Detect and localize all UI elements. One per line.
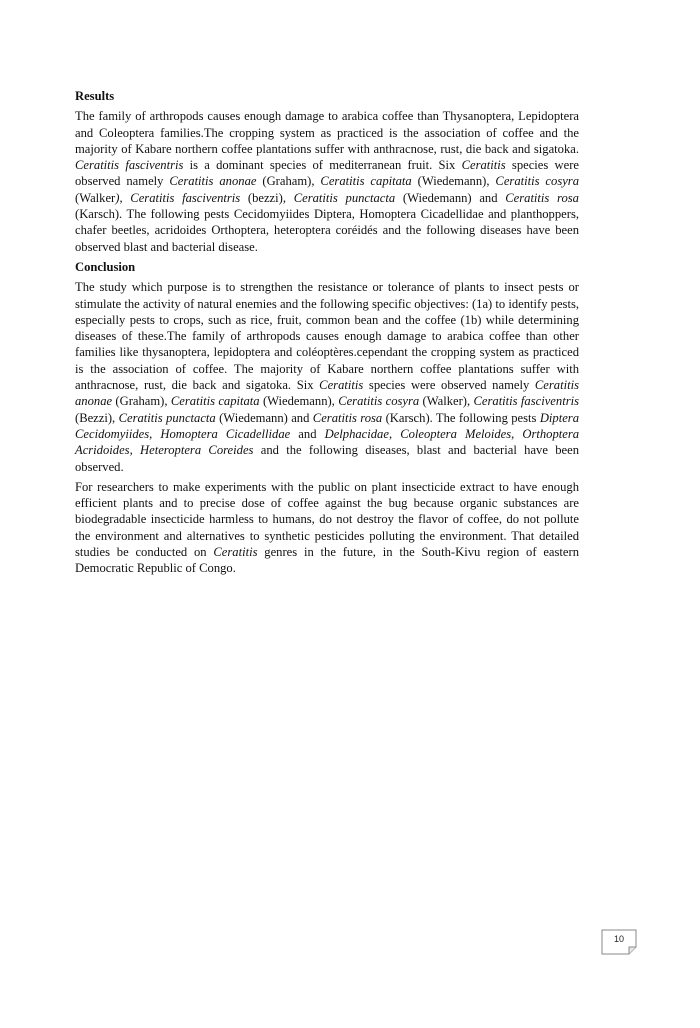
italic-text-run: Ceratitis punctacta: [118, 410, 216, 425]
text-run: For researchers to make experiments with the public on plant insecticide extract to have enough efficient plants and to precise dose of coffee against the bug because organic substances are biodegradable insecticide harmless to humans, do not destroy the flavor of coffee, do not pollute the environment and alternatives to synthetic pesticides polluting the environment. That detailed studies be conducted on: [75, 479, 579, 560]
text-run: genres in the future, in the South-Kivu region of eastern Democratic Republic of Congo.: [75, 545, 579, 576]
italic-text-run: ), Ceratitis fasciventris: [115, 190, 241, 205]
text-run: (Karsch). The following pests: [382, 410, 540, 425]
italic-text-run: Ceratitis rosa: [505, 190, 579, 205]
text-run: species were observed namely: [363, 378, 535, 393]
italic-text-run: Ceratitis anonae: [169, 174, 257, 189]
page-number-box: [601, 929, 637, 953]
italic-text-run: Homoptera Cicadellidae: [160, 426, 291, 441]
text-run: (Wiedemann) and: [395, 190, 506, 205]
italic-text-run: Ceratitis punctacta: [293, 190, 396, 205]
italic-text-run: Delphacidae: [324, 426, 389, 441]
results-heading: Results: [75, 89, 115, 103]
conclusion-heading: Conclusion: [75, 259, 136, 274]
text-run: (Bezzi),: [75, 410, 119, 425]
results-paragraph: [75, 108, 579, 255]
document-body: [75, 88, 579, 581]
italic-text-run: Ceratitis anonae: [75, 378, 579, 409]
italic-text-run: Ceratitis: [213, 545, 258, 560]
text-run: (Wiedemann),: [411, 174, 496, 189]
text-run: ,: [129, 443, 141, 458]
italic-text-run: Ceratitis fasciventris: [473, 394, 579, 409]
text-run: (Wiedemann),: [259, 394, 339, 409]
italic-text-run: Orthoptera Acridoides: [75, 426, 580, 458]
text-run: ,: [511, 426, 523, 441]
text-run: ,: [388, 426, 401, 441]
italic-text-run: Ceratitis: [319, 378, 364, 393]
italic-text-run: Ceratitis fasciventris: [75, 158, 184, 173]
conclusion-paragraph-2: [75, 479, 579, 577]
text-run: (bezzi),: [240, 190, 294, 205]
conclusion-paragraph-1: [75, 279, 579, 475]
page-number: 10: [613, 934, 624, 944]
text-run: is a dominant species of mediterranean fruit. Six: [183, 158, 462, 173]
text-run: ,: [149, 426, 161, 441]
italic-text-run: Ceratitis capitata: [170, 394, 260, 409]
text-run: and: [290, 426, 325, 441]
text-run: (Karsch). The following pests Cecidomyiides Diptera, Homoptera Cicadellidae and planthoppers, chafer beetles, acridoides Orthoptera, heteroptera coréidés and the following diseases have been observed blast and bacterial disease.: [75, 207, 579, 254]
italic-text-run: Coleoptera Meloides: [400, 426, 512, 441]
conclusion-section: [75, 259, 579, 577]
results-section: [75, 88, 579, 255]
text-run: (Wiedemann) and: [215, 410, 313, 425]
text-run: The study which purpose is to strengthen the resistance or tolerance of plants to insect pests or stimulate the activity of natural enemies and the following specific objectives: (1a) to identify pests, especially pests to crops, such as rice, fruit, common bean and the coffee (1b) while determining diseases of these.The family of arthropods causes enough damage to arabica coffee than other families like thysanoptera, lepidoptera and coléoptères.cependant the cropping system as practiced is the association of coffee. The majority of Kabare northern coffee plantations suffer with anthracnose, rust, die back and sigatoka. Six: [75, 280, 579, 393]
italic-text-run: Ceratitis capitata: [320, 174, 412, 189]
italic-text-run: Heteroptera Coreides: [140, 443, 254, 458]
italic-text-run: Ceratitis rosa: [312, 410, 383, 425]
italic-text-run: Ceratitis cosyra: [495, 174, 580, 189]
italic-text-run: Ceratitis: [461, 158, 506, 173]
text-run: (Graham),: [256, 174, 321, 189]
text-run: species were observed namely: [75, 158, 579, 189]
text-run: (Walker: [75, 190, 116, 205]
text-run: (Walker),: [419, 394, 474, 409]
text-run: and the following diseases, blast and bacterial have been observed.: [75, 443, 579, 474]
italic-text-run: Ceratitis cosyra: [338, 394, 420, 409]
italic-text-run: Diptera Cecidomyiides: [75, 410, 580, 441]
text-run: The family of arthropods causes enough damage to arabica coffee than Thysanoptera, Lepidoptera and Coleoptera families.The cropping system as practiced is the association of coffee and the majority of Kabare northern coffee plantations suffer with anthracnose, rust, die back and sigatoka.: [75, 109, 579, 156]
text-run: (Graham),: [112, 394, 171, 409]
